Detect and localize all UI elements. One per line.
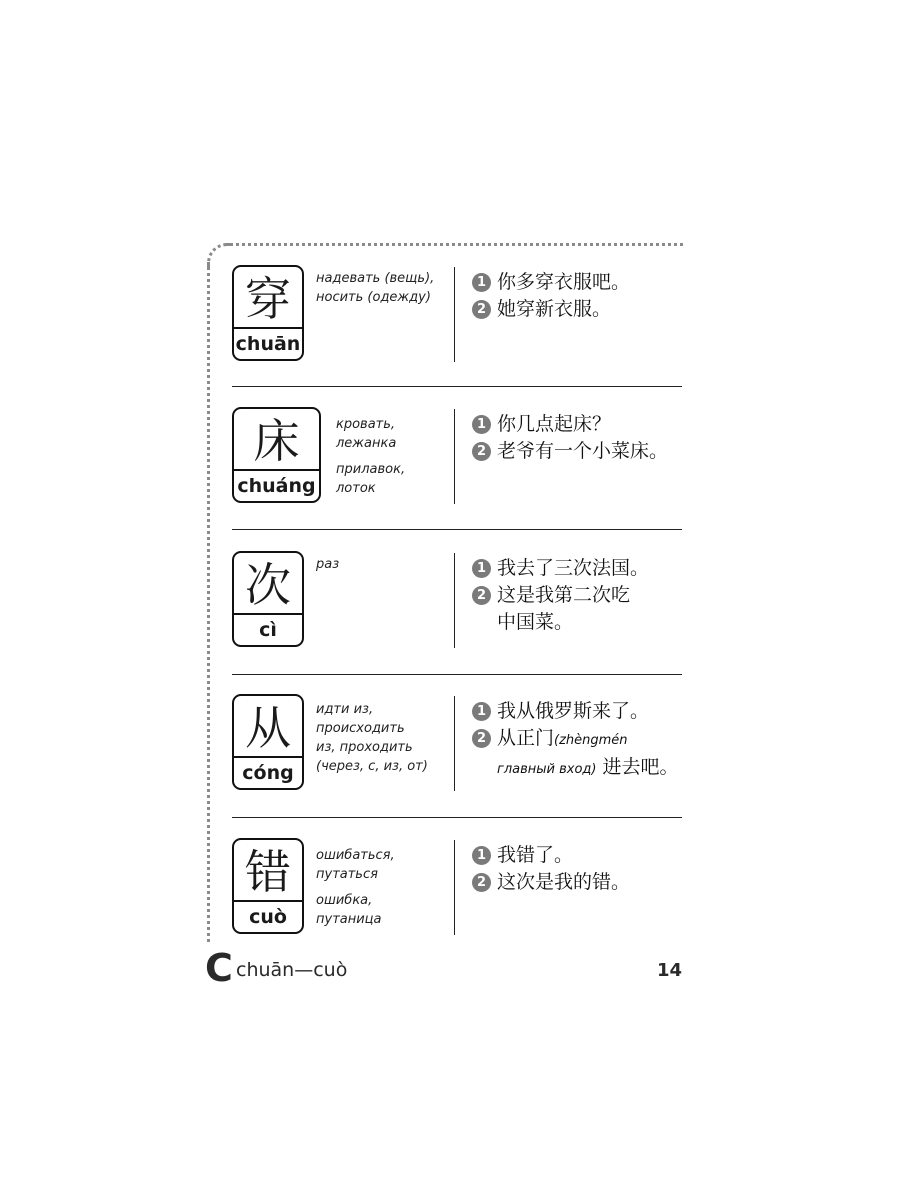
- example-text: 这次是我的错。: [497, 871, 631, 893]
- meanings: [316, 555, 339, 574]
- entry-separator: [232, 674, 682, 675]
- meaning-line: лежанка: [336, 436, 397, 451]
- column-divider: [454, 267, 455, 362]
- dotted-border-top: [225, 243, 683, 246]
- meaning-line: из, проходить: [316, 740, 413, 755]
- column-divider: [454, 840, 455, 935]
- number-1-icon: 1: [472, 415, 491, 434]
- example-text: 你几点起床？: [497, 413, 612, 435]
- entry-separator: [232, 817, 682, 818]
- example-text: 我错了。: [497, 844, 574, 866]
- example-1: [472, 269, 630, 296]
- entry-cong: [232, 694, 682, 814]
- number-1-icon: 1: [472, 846, 491, 865]
- example-2: [472, 869, 630, 896]
- example-2: [472, 296, 630, 323]
- example-2: [472, 438, 668, 465]
- example-1: [472, 555, 649, 582]
- meaning-line: ошибка,: [316, 893, 373, 908]
- character-card: [232, 265, 304, 361]
- example-text: 这是我第二次吃: [497, 584, 631, 606]
- meanings: [316, 269, 434, 307]
- hanzi: 从: [245, 701, 291, 755]
- number-2-icon: 2: [472, 300, 491, 319]
- example-text: 进去吧。: [602, 756, 679, 778]
- hanzi: 错: [245, 845, 291, 899]
- entry-separator: [232, 386, 682, 387]
- number-2-icon: 2: [472, 586, 491, 605]
- number-2-icon: 2: [472, 873, 491, 892]
- column-divider: [454, 409, 455, 504]
- section-letter: C: [205, 946, 233, 990]
- character-card: [232, 551, 304, 647]
- number-2-icon: 2: [472, 729, 491, 748]
- meaning-line: раз: [316, 557, 340, 572]
- meaning-line: лоток: [336, 481, 376, 496]
- translation-note: главный вход): [497, 762, 597, 777]
- hanzi: 次: [245, 558, 291, 612]
- meanings: [336, 415, 405, 498]
- column-divider: [454, 553, 455, 648]
- page-range: chuān—cuò: [236, 959, 348, 981]
- examples: [472, 411, 668, 465]
- examples: [472, 842, 630, 896]
- meanings: [316, 700, 428, 776]
- character-card: [232, 407, 321, 503]
- entry-separator: [232, 529, 682, 530]
- meaning-line: носить (одежду): [316, 290, 431, 305]
- column-divider: [454, 696, 455, 791]
- number-1-icon: 1: [472, 273, 491, 292]
- meaning-line: (через, с, из, от): [316, 759, 428, 774]
- examples: [472, 555, 649, 636]
- entry-chuan: [232, 265, 682, 385]
- pinyin: chuān: [234, 327, 302, 359]
- character-card: [232, 838, 304, 934]
- examples: [472, 269, 630, 323]
- meaning-line: происходить: [316, 721, 405, 736]
- example-text: 你多穿衣服吧。: [497, 271, 631, 293]
- example-text: 我从俄罗斯来了。: [497, 700, 650, 722]
- entry-ci: [232, 551, 682, 671]
- pinyin: cì: [234, 613, 302, 645]
- pinyin-note: (zhèngmén: [554, 733, 628, 748]
- hanzi: 床: [253, 414, 300, 468]
- example-text: 她穿新衣服。: [497, 298, 612, 320]
- meanings: [316, 846, 395, 929]
- number-2-icon: 2: [472, 442, 491, 461]
- example-2: [472, 582, 649, 609]
- page-number: 14: [656, 960, 682, 981]
- meaning-line: ошибаться,: [316, 848, 395, 863]
- example-1: [472, 698, 679, 725]
- example-text-continued: [472, 754, 679, 783]
- meaning-line: надевать (вещь),: [316, 271, 435, 286]
- example-2: [472, 725, 679, 754]
- dotted-border-left: [207, 262, 210, 942]
- meaning-line: кровать,: [336, 417, 396, 432]
- entry-cuo: [232, 838, 682, 958]
- number-1-icon: 1: [472, 559, 491, 578]
- example-text-continued: 中国菜。: [497, 611, 574, 633]
- meaning-line: прилавок,: [336, 462, 406, 477]
- pinyin: cuò: [234, 900, 302, 932]
- meaning-line: путаница: [316, 912, 382, 927]
- example-1: [472, 842, 630, 869]
- character-card: [232, 694, 304, 790]
- example-1: [472, 411, 668, 438]
- pinyin: cóng: [234, 756, 302, 788]
- hanzi: 穿: [245, 272, 291, 326]
- examples: [472, 698, 679, 783]
- example-text: 我去了三次法国。: [497, 557, 650, 579]
- meaning-line: путаться: [316, 867, 378, 882]
- number-1-icon: 1: [472, 702, 491, 721]
- meaning-line: идти из,: [316, 702, 374, 717]
- dotted-border-corner: [207, 243, 232, 268]
- example-text: 老爷有一个小菜床。: [497, 440, 669, 462]
- example-text: 从正门: [497, 727, 555, 749]
- entry-chuang: [232, 407, 682, 527]
- pinyin: chuáng: [234, 469, 319, 501]
